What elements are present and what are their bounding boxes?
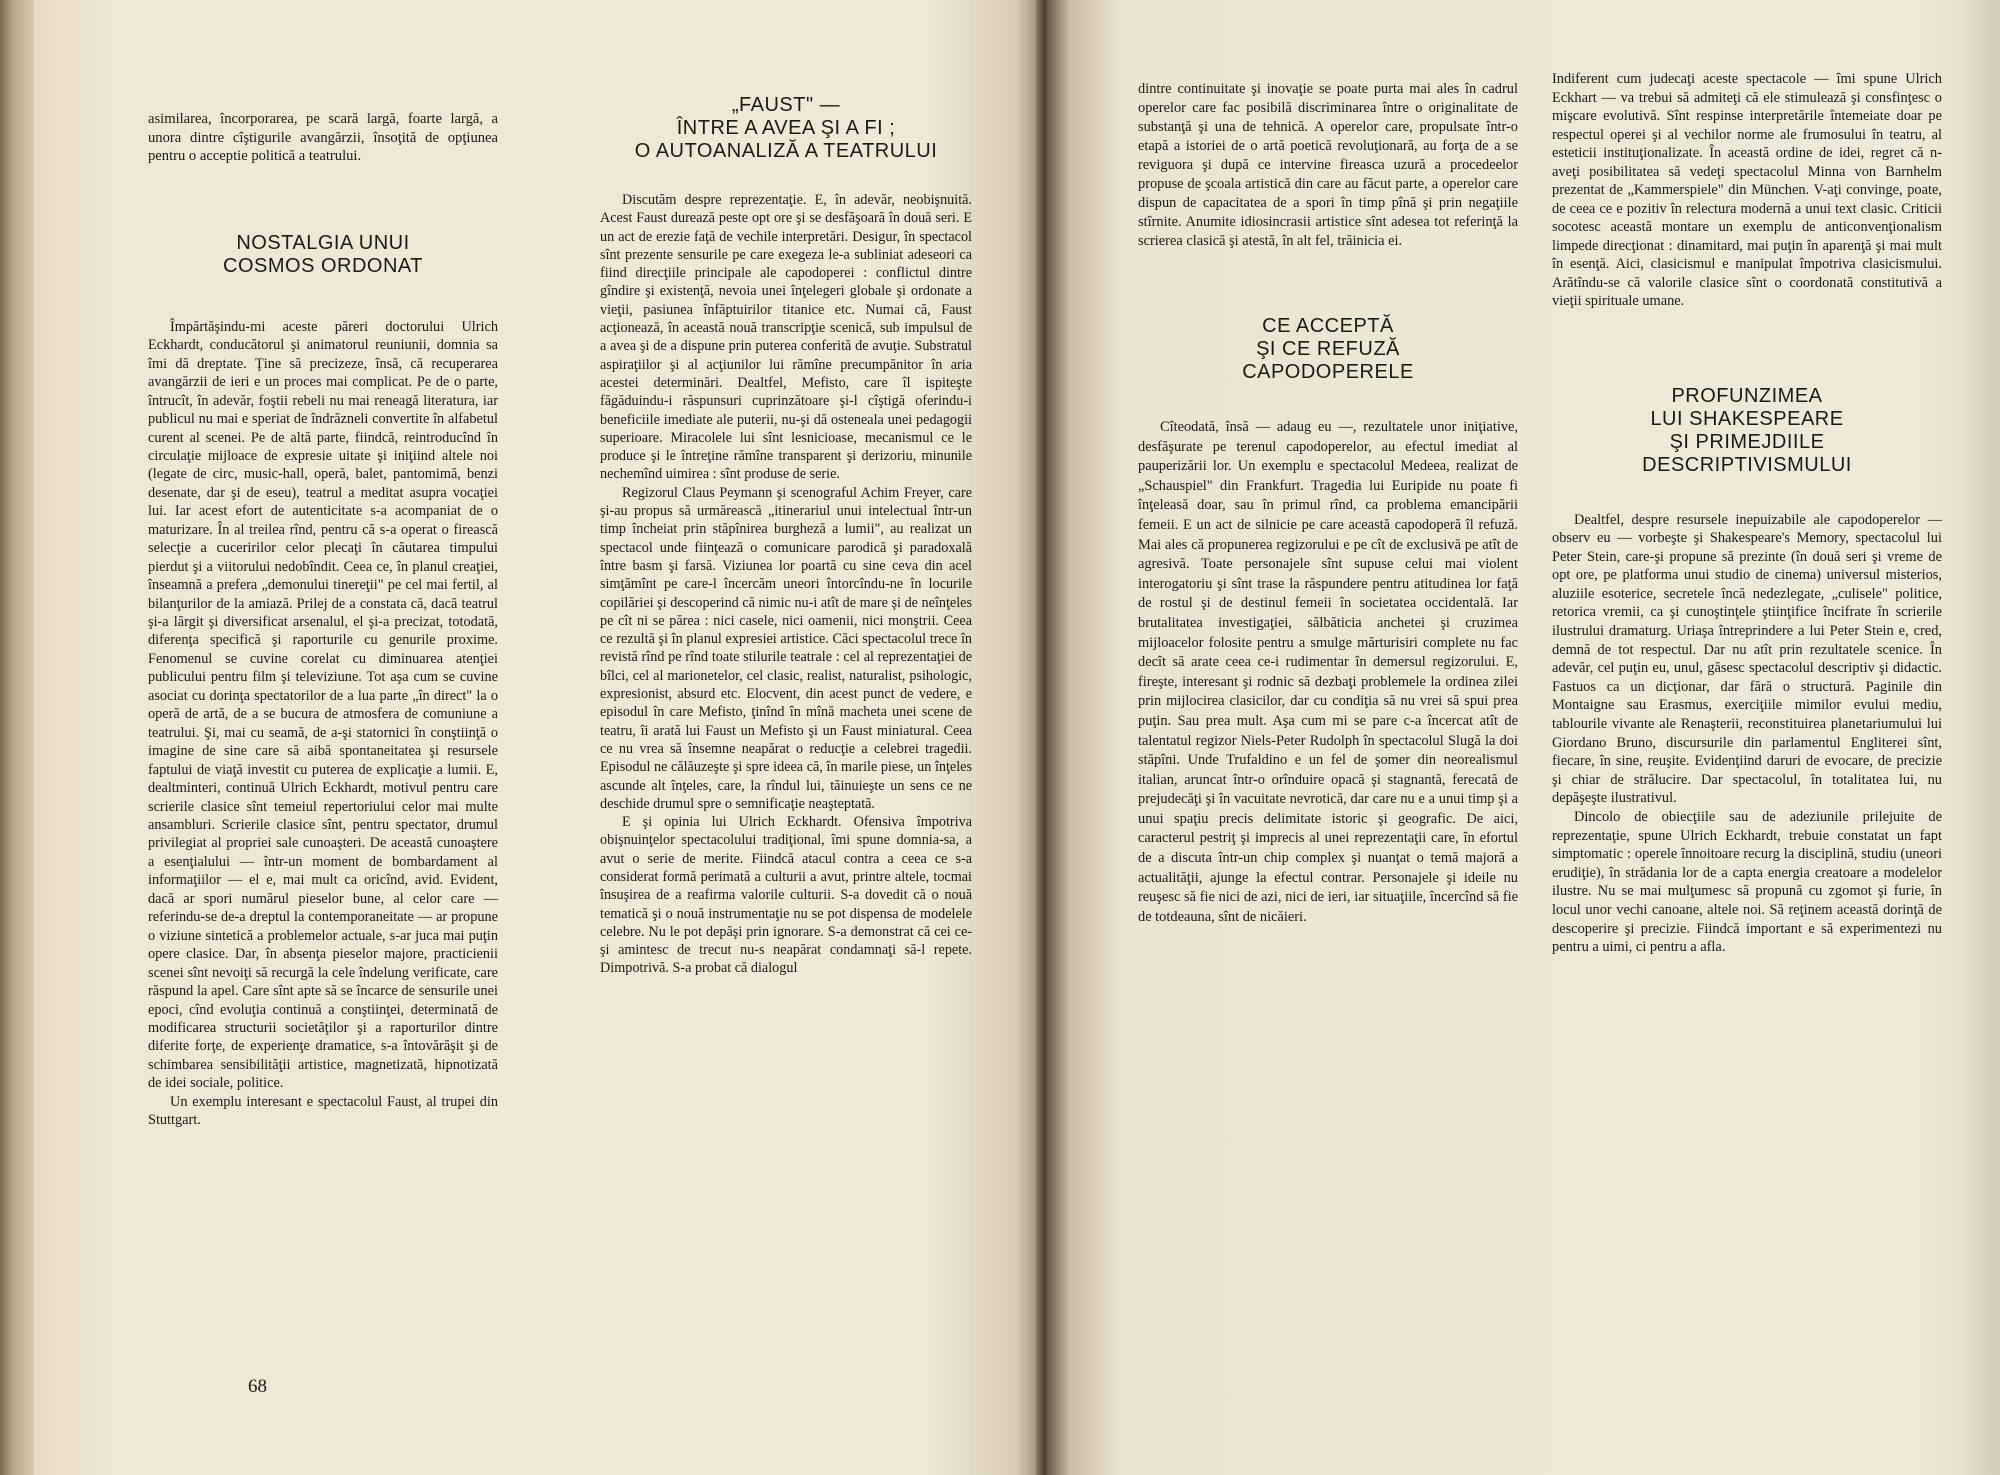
shakespeare-paragraph-2: Dincolo de obiecţiile sau de adeziunile prilejuite de reprezentaţie, spune Ulrich Eckhardt, trebuie constatat un fapt simptomatic : operele înnoitoare recurg la disciplină, studiu (uneori erudiţie), în strădania lor de a capta energia creatoare a modelelor ilustre. Nu se mai mulţumesc să propună cu zgomot şi furie, în locul unor vechi canoane, altele noi. Să reţinem această dorinţă de descoperire şi precizie. Fiindcă important e să experimentezi nu pentru a uimi, ci pentru a afla.	[1552, 809, 1942, 956]
faust-heading-line-2: ÎNTRE A AVEA ŞI A FI ;	[676, 117, 896, 139]
shakespeare-heading-line-1: PROFUNZIMEA	[1671, 384, 1823, 407]
faust-paragraph-2: Regizorul Claus Peymann şi scenograful Achim Freyer, care şi-au propus să urmărească „itinerariul unui intelectual într-un timp încheiat prin stăpînirea burgheză a lumii", au realizat un spectacol unde fiinţează o comunicare parodică şi paradoxală între basm şi farsă. Viziunea lor poartă cu sine ceva din acel simţămînt pe care-l încercăm uneori întorcîndu-ne în locurile copilăriei şi descoperind că nimic nu-i atît de mare şi de neînţeles pe cît ni se părea : nici casele, nici oamenii, nici monştrii. Ceea ce rezultă şi în planul expresiei artistice. Căci spectacolul trece în revistă rînd pe rînd toate stilurile teatrale : cel al reprezentaţiei de bîlci, cel al marionetelor, cel clasic, realist, naturalist, psihologic, expresionist, absurd etc. Elocvent, din acest punct de vedere, e episodul în care Mefisto, ţinînd în mînă macheta unei scene de teatru, îi arată lui Faust un Mefisto şi un Faust miniatural. Ceea ce nu vrea să însemne neapărat o reducţie a celebrei tragedii. Episodul ne călăuzeşte şi spre ideea că, în marile piese, un înţeles ascunde alt înţeles, care, la rîndul lui, tăinuieşte un sens ce ne deschide drumul spre o semnificaţie neaşteptată.	[600, 484, 972, 812]
indiferent-paragraph: Indiferent cum judecaţi aceste spectacole — îmi spune Ulrich Eckhart — va trebui să admiteţi că ele stimulează şi consfinţesc o mişcare evolutivă. Sînt respinse interpretările întemeiate doar pe respectul operei şi al vechilor norme ale frumosului în teatru, al esteticii instituţionalizate. În această ordine de idei, regret că n-aveţi posibilitatea să vedeţi spectacolul Minna von Barnhelm prezentat de „Kammerspiele" din München. V-aţi convinge, poate, de ceea ce e pozitiv în relectura modernă a unui text clasic. Criticii socotesc această montare un exemplu de anticonvenţionalism limpede direcţionat : dinamitard, mai puţin în aparenţă şi mai mult în esenţă. Aici, clasicismul e manipulat împotriva clasicismului. Arătîndu-se că valorile clasice sînt o coordonată constitutivă a vieţii spirituale umane.	[1552, 71, 1942, 309]
capodopere-heading-line-2: ŞI CE REFUZĂ	[1256, 338, 1400, 360]
left-page-column-2	[600, 94, 972, 978]
capodopere-heading-line-1: CE ACCEPTĂ	[1262, 315, 1394, 337]
intro-paragraph: asimilarea, încorporarea, pe scară largă, foarte largă, a unora dintre cîştigurile avangărzii, însoţită de opţiunea pentru o acceptie politică a teatrului.	[148, 111, 498, 165]
faust-heading-line-3: O AUTOANALIZĂ A TEATRULUI	[634, 140, 938, 162]
right-page-column-1	[1138, 80, 1518, 927]
right-page-column-2	[1552, 70, 1942, 957]
capodopere-paragraph: Cîteodată, însă — adaug eu —, rezultatele unor iniţiative, desfăşurate pe terenul capodoperelor, au efectul imediat al pauperizării lor. Un exemplu e spectacolul Medeea, realizat de „Schauspiel" din Frankfurt. Tragedia lui Euripide nu poate fi înţeleasă doar, sau în primul rînd, ca problema emancipării femeii. E un act de silnicie pe care această capodoperă îl refuză. Mai ales că propunerea regizorului e pe cît de exclusivă pe atît de agresivă. Toate personajele sînt supuse celui mai violent interogatoriu şi sînt trase la răspundere pentru atitudinea lor faţă de rostul şi de destinul femeii în societatea occidentală. Iar brutalitatea investigaţiei, sălbăticia anchetei şi cruzimea mijloacelor folosite pentru a smulge mărturisiri complete nu fac decît să arate ceea ce-i rudimentar în demersul regizorului. E, fireşte, interesant şi rodnic să dezbaţi problemele la ordinea zilei prin mijlocirea clasicilor, dar cu condiţia să nu vrei să spui prea puţin. Sau prea mult. Aşa cum mi se pare c-a încercat atît de talentatul regizor Niels-Peter Rudolph în spectacolul Slugă la doi stăpîni. Unde Trufaldino e un fel de şomer din neorealismul italian, aruncat într-o orînduire opacă şi stagnantă, ferecată de prejudecăţi şi în vacuitate nevrotică, dar care nu e a unui timp şi a unui spaţiu precis delimitate istoric şi geografic. De aici, caracterul pestriţ şi imprecis al unei reprezentaţii care, în efortul de a discuta într-un chip complex şi nuanţat o temă majoră a actualităţii, ajunge la efectul contrar. Personajele şi ideile nu reuşesc să fie nici de azi, nici de ieri, iar situaţiile, încercînd să fie de totdeauna, sînt de nicăieri.	[1138, 419, 1518, 925]
faust-heading-line-1: „FAUST" —	[731, 94, 841, 116]
nostalgia-paragraph: Împărtăşindu-mi aceste păreri doctorului Ulrich Eckhardt, conducătorul şi animatorul reuniunii, domnia sa îmi dă dreptate. Ţine să precizeze, însă, că recuperarea avangărzii de ieri e un proces mai complicat. Pe de o parte, întrucît, în adevăr, foştii rebeli nu mai reneagă literatura, iar publicul nu mai e speriat de îndrăzneli convertite în alfabetul curent al scenei. Pe de altă parte, fiindcă, reintroducînd în circulaţie mijloace de expresie uitate şi iniţiind altele noi (legate de circ, music-hall, operă, balet, pantomimă, benzi desenate, dar şi de eseu), teatrul a meditat asupra vocaţiei lui. Iar acest efort de autenticitate s-a acompaniat de o maturizare. În al treilea rînd, pentru că s-a operat o firească selecţie a cuceririlor celor plecaţi în căutarea timpului pierdut şi a viitorului nedobîndit. Ceea ce, în planul creaţiei, înseamnă a prefera „demonului tinereţii" pe cel mai fertil, al bilanţurilor de la amiază. Prilej de a constata că, dacă teatrul şi-a lărgit şi diversificat arsenalul, el şi-a precizat, totodată, diferenţa specifică şi raporturile cu genurile proxime. Fenomenul se cuvine corelat cu diminuarea atenţiei publicului pentru film şi televiziune. Tot aşa cum se cuvine asociat cu dorinţa spectatorilor de a lua parte „în direct" la o operă de artă, de a se bucura de atmosfera de comuniune a teatrului. Şi, mai cu seamă, de a-şi statornici în conştiinţă o imagine de sine care să aibă spontaneitatea şi resursele faptului de viaţă investit cu puterea de explicaţie a lumii. E, dealtminteri, continuă Ulrich Eckhardt, motivul pentru care scrierile clasice sînt temeiul repertoriului celor mai multe ansambluri. Scrierile clasice sînt, pentru spectator, drumul privilegiat al propriei sale cunoaşteri. De această cunoaştere a esenţialului — într-un moment de bombardament al informaţiilor — el e, mai mult ca oricînd, avid. Evident, dacă ar spori numărul pieselor bune, al celor care — referindu-se de-a dreptul la contemporaneitate — ar propune o viziune sintetică a problemelor actuale, s-ar juca mai puţin opere clasice. Dar, în absenţa pieselor majore, practicienii scenei sînt nevoiţi să recurgă la cele îndelung verificate, care răspund la apel. Care sînt apte să se încarce de sensurile unei epoci, cînd evoluţia continuă a conştiinţei, determinată de modificarea structurii societăţilor şi a raporturilor dintre diferite forţe, de experienţe dramatice, s-a întovărăşit şi de schimbarea sensibilităţii artistice, magnetizată, hipnotizată de idei sociale, politice.	[148, 318, 498, 1092]
shakespeare-heading-line-4: DESCRIPTIVISMULUI	[1642, 453, 1852, 476]
left-page-column-1	[148, 110, 498, 1130]
shakespeare-heading-line-3: ŞI PRIMEJDIILE	[1669, 430, 1825, 453]
book-edge	[0, 0, 34, 1475]
faust-paragraph-3: E şi opinia lui Ulrich Eckhardt. Ofensiva împotriva obişnuinţelor spectacolului tradiţional, îmi spune domnia-sa, a avut o serie de merite. Fiindcă atacul contra a ceea ce s-a considerat formă perimată a culturii a avut, printre altele, tocmai însuşirea de a reafirma valorile culturii. S-a dovedit că o nouă tematică şi o nouă instrumentaţie nu se pot dispensa de modelele celebre. Nu le pot depăşi prin ignorare. S-a demonstrat că cei ce-şi amintesc de trecut nu-s neapărat condamnaţi să-l repete. Dimpotrivă. S-a probat că dialogul	[600, 814, 972, 977]
capodopere-heading-line-3: CAPODOPERELE	[1242, 361, 1414, 383]
continuation-paragraph: dintre continuitate şi inovaţie se poate purta mai ales în cadrul operelor care fac posibilă discriminarea între o originalitate de substanţă şi una de tehnică. A operelor care, propulsate într-o etapă a istoriei de o artă poetică revoluţionară, au forţa de a se reviguora şi după ce intervine fireasca uzură a procedeelor propuse de şcoala artistică din care au făcut parte, a operelor care dispun de capacitatea de a spori în timp pînă şi prin negaţiile stîrnite. Anumite idiosincrasii artistice sînt adesea tot referinţă la scrierea clasică şi atestă, în alt fel, trăinicia ei.	[1138, 81, 1518, 249]
shakespeare-paragraph-1: Dealtfel, despre resursele inepuizabile ale capodoperelor — observ eu — vorbeşte şi Shakespeare's Memory, spectacolul lui Peter Stein, care-şi propune să prezinte (în două seri şi vreme de opt ore, pe platforma unui studio de cinema) universul misterios, aluziile esoterice, secretele încă nedezlegate, „culisele" politice, retorica vremii, ca şi cunoştinţele ştiinţifice încifrate în scrierile ilustrului dramaturg. Uriaşa întreprindere a lui Peter Stein e, cred, demnă de tot respectul. Dar nu atît prin rezultatele scenice. În adevăr, cel puţin eu, unul, găsesc spectacolul descriptiv şi didactic. Fastuos ca un dicţionar, dar fără o structură. Paginile din Montaigne sau Erasmus, exerciţiile mimilor evului mediu, tablourile vivante ale Renaşterii, reconstituirea planetariumului lui Giordano Bruno, discursurile din parlamentul Engliterei sînt, fiecare, în sine, reuşite. Evidenţiind daruri de evocare, de precizie şi chiar de strălucire. Dar spectacolul, în totalitatea lui, nu depăşeşte ilustrativul.	[1552, 511, 1942, 807]
nostalgia-last-line: Un exemplu interesant e spectacolul Faust, al trupei din Stuttgart.	[148, 1093, 498, 1129]
right-page	[1046, 0, 2000, 1475]
page-number: 68	[248, 1376, 267, 1397]
faust-paragraph-1: Discutăm despre reprezentaţie. E, în adevăr, neobişnuită. Acest Faust durează peste opt ore şi se desfăşoară în două seri. E un act de erezie faţă de vechile interpretări. Desigur, în spectacol sînt prezente sensurile pe care exegeza le-a subliniat adeseori ca fiind direcţiile principale ale capodoperei : conflictul dintre gîndire şi existenţă, nevoia unei înţelegeri globale şi ordonate a vieţii, pasiunea înfăptuirilor titanice etc. Numai că, Faust acţionează, în această nouă transcripţie scenică, sub impulsul de a avea şi de a dispune prin puterea conferită de avuţie. Substratul aspiraţiilor şi al acţiunilor lui rămîne precumpănitor în aria acestei determinări. Dealtfel, Mefisto, care îl ispiteşte făgăduindu-i răspunsuri cuprinzătoare şi-l cîştigă oferindu-i beneficiile imediate ale puterii, nu-şi dă osteneala unei pedagogii superioare. Miracolele lui sînt lesnicioase, mecanismul ce le produce şi le întreţine rămîne transparent şi derizoriu, minunile nechemînd uimirea : sînt produse de serie.	[600, 192, 972, 483]
left-page	[34, 0, 1046, 1475]
page-edge-shadow	[1960, 0, 2000, 1475]
nostalgia-heading: NOSTALGIA UNUI COSMOS ORDONAT	[223, 231, 423, 277]
shakespeare-heading-line-2: LUI SHAKESPEARE	[1650, 407, 1844, 430]
